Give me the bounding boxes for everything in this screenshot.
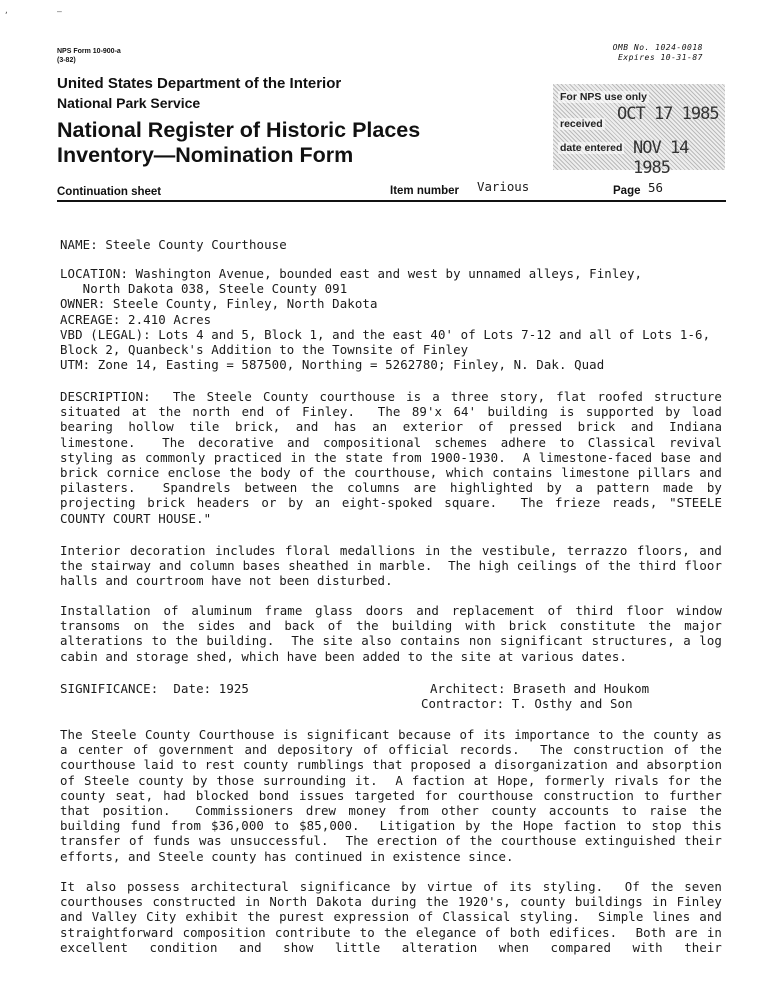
agency-heading: National Park Service <box>57 95 201 111</box>
nps-use-stamp <box>553 84 725 178</box>
scan-mark: , <box>4 6 9 15</box>
name-section: NAME: Steele County Courthouse <box>60 237 287 252</box>
interior-paragraph: Interior decoration includes floral medallions in the vestibule, terrazzo floors, and the stairway and column bases sheathed in marble. The high ceilings of the third floor halls and courtroom have not been disturbed. <box>60 543 722 589</box>
item-number-value: Various <box>477 179 530 194</box>
item-number-label: Item number <box>390 185 460 197</box>
continuation-sheet-label: Continuation sheet <box>57 186 162 198</box>
form-number: NPS Form 10-900-a (3-82) <box>57 48 121 64</box>
date-entered-value: NOV 14 1985 <box>633 138 689 178</box>
significance-paragraph: The Steele County Courthouse is significant because of its importance to the county as a center of government and depository of official records. The construction of the courthouse laid to rest county rumblings that proposed a disorganization and absorption of Steele county by those surrounding it. A faction at Hope, formerly rivals for the county seat, had blocked bond issues targeted for courthouse construction to further that position. Commissioners drew money from other county accounts to raise the building fund from $36,000 to $85,000. Litigation by the Hope faction to stop this transfer of funds was unsuccessful. The erection of the courthouse extinguished their efforts, and Steele county has continued in existence since. <box>60 727 722 864</box>
significance-label: SIGNIFICANCE: Date: 1925 <box>60 681 249 696</box>
header-rule <box>57 200 726 202</box>
received-label: received <box>560 118 603 130</box>
architect-line: Architect: Braseth and Houkom <box>430 681 650 696</box>
installation-paragraph: Installation of aluminum frame glass doors and replacement of third floor window transoms on the sides and back of the building with brick constitute the major alterations to the building. The site also contains non significant structures, a log cabin and storage shed, which have been added to the site at various dates. <box>60 603 722 664</box>
description-section: DESCRIPTION: The Steele County courthouse is a three story, flat roofed structure situated at the north end of Finley. The 89'x 64' building is supported by load bearing hollow tile brick, and has an exterior of pressed brick and Indiana limestone. The decorative and compositional schemes adhere to Classical revival styling as commonly practiced in the state from 1900-1930. A limestone-faced base and brick cornice enclose the body of the courthouse, which contains limestone pillars and pilasters. Spandrels between the columns are highlighted by a pattern made by projecting brick headers or by an eight-spoked square. The frieze reads, "STEELE COUNTY COURT HOUSE." <box>60 389 722 526</box>
page-number: 56 <box>648 180 663 195</box>
page-label: Page <box>613 185 641 197</box>
nps-use-label: For NPS use only <box>560 91 647 103</box>
scan-mark: — <box>57 7 62 16</box>
location-section: LOCATION: Washington Avenue, bounded east and west by unnamed alleys, Finley, North Dakota 038, Steele County 091 OWNER: Steele County, Finley, North Dakota ACREAGE: 2.410 Acres VBD (LEGAL): Lots 4 and 5, Block 1, and the east 40' of Lots 7-12 and all of Lots 1-6, Block 2, Quanbeck's Addition to the Townsite of Finley UTM: Zone 14, Easting = 587500, Northing = 5262780; Finley, N. Dak. Quad <box>60 266 711 373</box>
omb-number: OMB No. 1024-0018 Expires 10-31-87 <box>612 43 703 62</box>
received-date: OCT 17 1985 <box>617 104 719 124</box>
department-heading: United States Department of the Interior <box>57 75 342 92</box>
contractor-line: Contractor: T. Osthy and Son <box>421 696 633 711</box>
architectural-paragraph: It also possess architectural significance by virtue of its styling. Of the seven courthouses constructed in North Dakota during the 1920's, county buildings in Finley and Valley City exhibit the purest expression of Classical styling. Simple lines and straightforward composition contribute to the elegance of both edifices. Both are in excellent condition and show little alteration when compared with their <box>60 879 722 955</box>
date-entered-label: date entered <box>560 142 623 154</box>
form-title: National Register of Historic Places Inventory—Nomination Form <box>57 118 421 167</box>
